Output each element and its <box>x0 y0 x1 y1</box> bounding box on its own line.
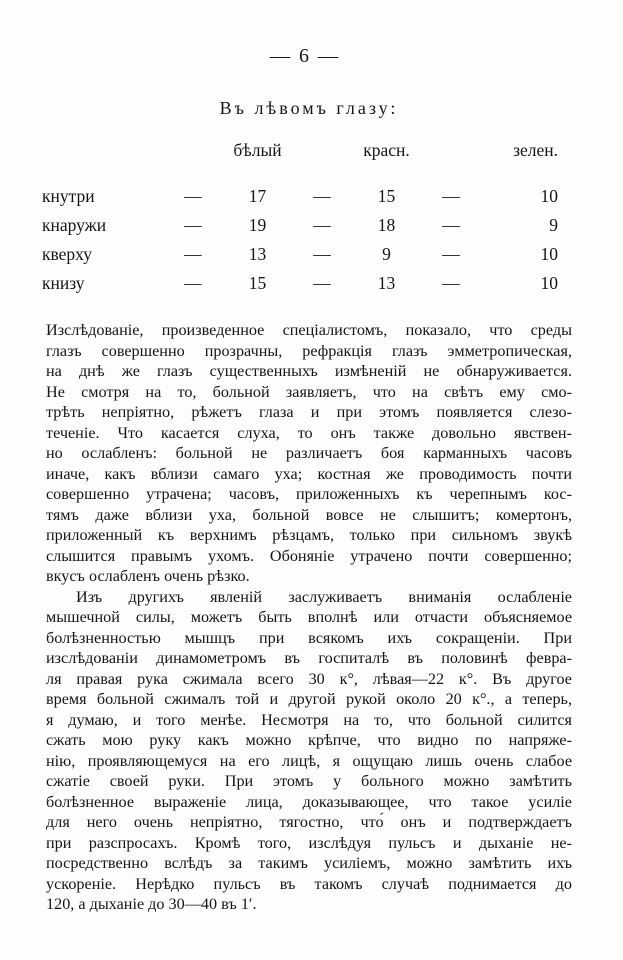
header-empty-cell <box>42 140 169 182</box>
value-cell: 13 <box>248 244 267 264</box>
text-line: ля правая рука сжимала всего 30 к°, лѣвая—22 к°. Въ другое <box>46 669 572 688</box>
text-line: Изслѣдованіе, произведенное спеціалистомъ, показало, что среды <box>46 321 572 339</box>
header-spacer <box>427 140 475 182</box>
text-line: вкусъ ослабленъ очень рѣзко. <box>46 567 250 585</box>
text-line: при разспросахъ. Кромѣ того, изслѣдуя пульсъ и дыханіе не- <box>46 833 572 852</box>
value-cell: 18 <box>377 215 396 235</box>
text-line: глазъ совершенно прозрачны, рефракція глазъ эмметропическая, <box>46 341 572 360</box>
text-line: теченіе. Что касается слуха, то онъ также довольно явствен- <box>46 423 572 442</box>
dash-separator: — <box>184 244 202 264</box>
dash-separator: — <box>184 186 202 206</box>
text-line: для него очень непріятно, тягостно, что́ онъ и подтверждаетъ <box>46 813 572 831</box>
text-line: болѣзненностью мышцъ при всякомъ ихъ сокращеніи. При <box>46 628 572 647</box>
table-row <box>42 269 572 298</box>
value-cell: 17 <box>248 186 267 206</box>
text-line: совершенно утрачена; часовъ, приложенныхъ къ черепнымъ кос- <box>46 485 572 503</box>
text-line: трѣть непріятно, рѣжетъ глаза и при этомъ появляется слезо- <box>46 403 572 421</box>
value-cell: 10 <box>540 186 558 206</box>
header-spacer <box>298 140 346 182</box>
text-line: приложенный къ верхнимъ рѣзцамъ, только при сильномъ звукѣ <box>46 526 572 544</box>
paragraph <box>46 587 572 915</box>
text-line: изслѣдованіи динамометромъ въ госпиталѣ въ половинѣ февра- <box>46 649 572 667</box>
value-cell: 15 <box>377 186 396 206</box>
body-text <box>46 320 572 915</box>
column-header-red: красн. <box>363 140 410 160</box>
text-line: слышится правымъ ухомъ. Обоняніе утрачено почти совершенно; <box>46 546 572 565</box>
dash-separator: — <box>442 186 460 206</box>
text-line: время больной сжималъ той и другой рукой около 20 к°., а теперь, <box>46 690 572 708</box>
text-line: я думаю, и того менѣе. Несмотря на то, что больной силится <box>46 710 572 729</box>
value-cell: 10 <box>540 244 558 264</box>
table-row <box>42 182 572 211</box>
dash-separator: — <box>313 215 331 235</box>
text-line: Не смотря на то, больной заявляетъ, что на свѣтъ ему смо- <box>46 382 572 401</box>
text-line: нію, проявляющемуся на его лицѣ, я ощущаю лишь очень слабое <box>46 751 572 770</box>
dash-separator: — <box>313 273 331 293</box>
column-header-white: бѣлый <box>233 140 282 160</box>
text-line: ускореніе. Нерѣдко пульсъ въ такомъ случаѣ поднимается до <box>46 874 572 893</box>
value-cell: 10 <box>540 273 558 293</box>
row-label: кверху <box>42 244 93 264</box>
dash-separator: — <box>442 215 460 235</box>
text-line: иначе, какъ вблизи самаго уха; костная же проводимость почти <box>46 464 572 483</box>
text-line: 120, а дыханіе до 30—40 въ 1′. <box>46 895 257 913</box>
value-cell: 9 <box>382 244 391 264</box>
table-header-row <box>42 140 572 182</box>
text-line: но ослабленъ: больной не различаетъ боя карманныхъ часовъ <box>46 444 572 462</box>
dash-separator: — <box>313 244 331 264</box>
row-label: кнаружи <box>42 215 107 235</box>
value-cell: 19 <box>248 215 267 235</box>
text-line: сжать мою руку какъ можно крѣпче, что видно по напряже- <box>46 731 572 749</box>
row-label: книзу <box>42 273 85 293</box>
dash-separator: — <box>184 273 202 293</box>
dash-separator: — <box>442 244 460 264</box>
text-line: сжатіе своей руки. При этомъ у больного можно замѣтить <box>46 772 572 790</box>
vision-field-table <box>42 140 572 298</box>
text-line: мышечной силы, можетъ быть вполнѣ или отчасти объясняемое <box>46 608 572 626</box>
page-number: — 6 — <box>270 45 340 67</box>
paragraph <box>46 320 572 587</box>
value-cell: 13 <box>377 273 396 293</box>
row-label: кнутри <box>42 186 95 206</box>
text-line: Изъ другихъ явленій заслуживаетъ вниманія ослабленіе <box>76 587 572 606</box>
dash-separator: — <box>442 273 460 293</box>
text-line: тямъ даже вблизи уха, больной вовсе не слышитъ; комертонъ, <box>46 505 572 524</box>
text-line: на днѣ же глазъ существенныхъ измѣненій не обнаруживается. <box>46 362 572 380</box>
table-row <box>42 211 572 240</box>
section-heading: Въ лѣвомъ глазу: <box>219 98 399 118</box>
text-line: посредственно вслѣдъ за такимъ усиліемъ, можно замѣтить ихъ <box>46 854 572 872</box>
table-row <box>42 240 572 269</box>
column-header-green: зелен. <box>513 140 558 160</box>
dash-separator: — <box>313 186 331 206</box>
value-cell: 9 <box>549 215 558 235</box>
text-line: болѣзненное выраженіе лица, доказывающее, что такое усиліе <box>46 792 572 811</box>
dash-separator: — <box>184 215 202 235</box>
value-cell: 15 <box>248 273 267 293</box>
header-spacer <box>169 140 217 182</box>
